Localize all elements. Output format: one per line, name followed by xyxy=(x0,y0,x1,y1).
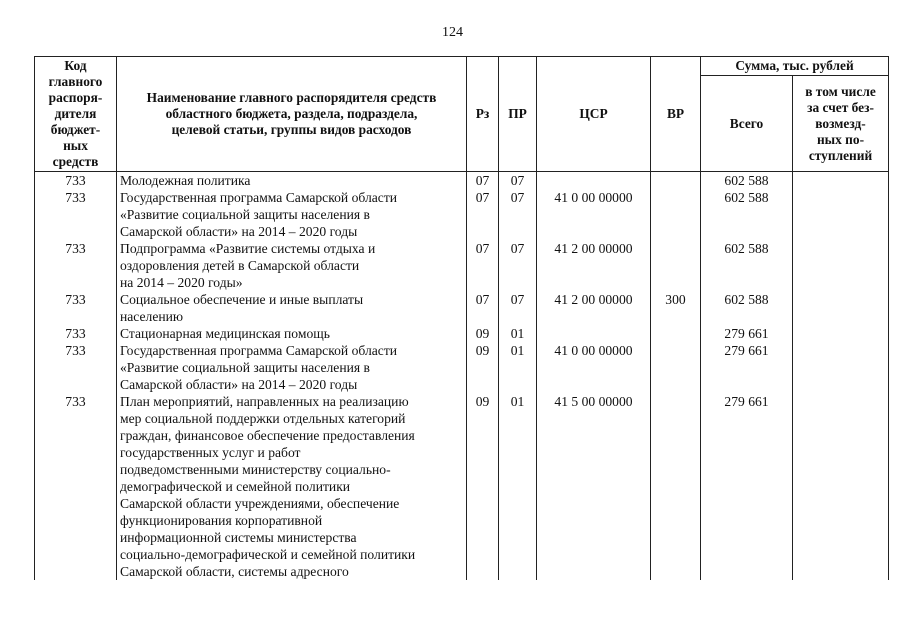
row-incl xyxy=(793,393,889,580)
header-rz: Рз xyxy=(467,57,499,172)
header-name: Наименование главного распорядителя средств областного бюджета, раздела, подраздела, целевой статьи, группы видов расходов xyxy=(117,57,467,172)
budget-table xyxy=(34,56,889,580)
row-pr: 07 xyxy=(499,291,537,325)
row-incl xyxy=(793,189,889,240)
row-name-line: Социальное обеспечение и иные выплаты xyxy=(120,292,364,307)
row-code: 733 xyxy=(35,189,117,240)
row-name-line: демографической и семейной политики xyxy=(120,479,351,494)
row-rz: 09 xyxy=(467,342,499,393)
row-rz: 07 xyxy=(467,189,499,240)
row-name-line: Государственная программа Самарской области xyxy=(120,190,398,205)
row-name-line: мер социальной поддержки отдельных категорий xyxy=(120,411,406,426)
row-name-line: Самарской области» на 2014 – 2020 годы xyxy=(120,224,358,239)
table-body xyxy=(35,172,889,581)
row-total: 602 588 xyxy=(701,240,793,291)
row-vr: 300 xyxy=(651,291,701,325)
row-csr xyxy=(537,172,651,190)
row-name-line: Подпрограмма «Развитие системы отдыха и xyxy=(120,241,376,256)
row-incl xyxy=(793,325,889,342)
row-name-line: Самарской области учреждениями, обеспечение xyxy=(120,496,400,511)
row-total: 602 588 xyxy=(701,172,793,190)
row-name-line: Молодежная политика xyxy=(120,173,251,188)
row-code: 733 xyxy=(35,172,117,190)
row-code: 733 xyxy=(35,291,117,325)
row-name xyxy=(117,325,467,342)
row-total: 279 661 xyxy=(701,393,793,580)
row-name-line: на 2014 – 2020 годы» xyxy=(120,275,243,290)
row-name-line: Самарской области, системы адресного xyxy=(120,564,349,579)
table-header xyxy=(35,57,889,172)
row-rz: 07 xyxy=(467,291,499,325)
row-pr: 01 xyxy=(499,342,537,393)
row-vr xyxy=(651,189,701,240)
row-pr: 07 xyxy=(499,240,537,291)
row-code: 733 xyxy=(35,325,117,342)
header-csr: ЦСР xyxy=(537,57,651,172)
header-pr: ПР xyxy=(499,57,537,172)
row-csr: 41 5 00 00000 xyxy=(537,393,651,580)
table-row xyxy=(35,325,889,342)
row-total: 279 661 xyxy=(701,325,793,342)
row-code: 733 xyxy=(35,393,117,580)
row-name xyxy=(117,342,467,393)
row-incl xyxy=(793,291,889,325)
table-row xyxy=(35,189,889,240)
row-name-line: граждан, финансовое обеспечение предоставления xyxy=(120,428,415,443)
row-name-line: информационной системы министерства xyxy=(120,530,357,545)
row-name xyxy=(117,189,467,240)
row-rz: 07 xyxy=(467,172,499,190)
row-name-line: оздоровления детей в Самарской области xyxy=(120,258,360,273)
row-name-line: «Развитие социальной защиты населения в xyxy=(120,207,370,222)
header-sum: Сумма, тыс. рублей xyxy=(701,57,889,76)
table-row xyxy=(35,393,889,580)
row-vr xyxy=(651,393,701,580)
header-vr: ВР xyxy=(651,57,701,172)
row-name-line: Стационарная медицинская помощь xyxy=(120,326,330,341)
row-incl xyxy=(793,342,889,393)
header-total: Всего xyxy=(701,76,793,172)
row-name-line: Самарской области» на 2014 – 2020 годы xyxy=(120,377,358,392)
table-row xyxy=(35,291,889,325)
row-rz: 07 xyxy=(467,240,499,291)
row-vr xyxy=(651,172,701,190)
row-name-line: функционирования корпоративной xyxy=(120,513,323,528)
row-name xyxy=(117,291,467,325)
row-incl xyxy=(793,172,889,190)
table-row xyxy=(35,342,889,393)
row-code: 733 xyxy=(35,240,117,291)
row-pr: 01 xyxy=(499,325,537,342)
row-csr: 41 2 00 00000 xyxy=(537,291,651,325)
row-pr: 07 xyxy=(499,172,537,190)
row-vr xyxy=(651,240,701,291)
row-name-line: социально-демографической и семейной политики xyxy=(120,547,416,562)
row-csr: 41 0 00 00000 xyxy=(537,342,651,393)
row-incl xyxy=(793,240,889,291)
row-vr xyxy=(651,325,701,342)
row-csr: 41 0 00 00000 xyxy=(537,189,651,240)
row-vr xyxy=(651,342,701,393)
row-total: 602 588 xyxy=(701,189,793,240)
row-name xyxy=(117,393,467,580)
row-name-line: Государственная программа Самарской области xyxy=(120,343,398,358)
row-total: 602 588 xyxy=(701,291,793,325)
page-number: 124 xyxy=(442,25,463,40)
row-name-line: населению xyxy=(120,309,184,324)
row-name xyxy=(117,172,467,190)
header-code: Код главного распоря- дителя бюджет- ных средств xyxy=(35,57,117,172)
table-row xyxy=(35,240,889,291)
header-incl: в том числе за счет без- возмезд- ных по- ступлений xyxy=(793,76,889,172)
row-total: 279 661 xyxy=(701,342,793,393)
row-name-line: «Развитие социальной защиты населения в xyxy=(120,360,370,375)
row-csr xyxy=(537,325,651,342)
row-name xyxy=(117,240,467,291)
table-row xyxy=(35,172,889,190)
row-name-line: План мероприятий, направленных на реализацию xyxy=(120,394,409,409)
row-rz: 09 xyxy=(467,325,499,342)
row-code: 733 xyxy=(35,342,117,393)
row-name-line: подведомственными министерству социально- xyxy=(120,462,391,477)
row-pr: 07 xyxy=(499,189,537,240)
row-csr: 41 2 00 00000 xyxy=(537,240,651,291)
row-pr: 01 xyxy=(499,393,537,580)
row-name-line: государственных услуг и работ xyxy=(120,445,301,460)
row-rz: 09 xyxy=(467,393,499,580)
